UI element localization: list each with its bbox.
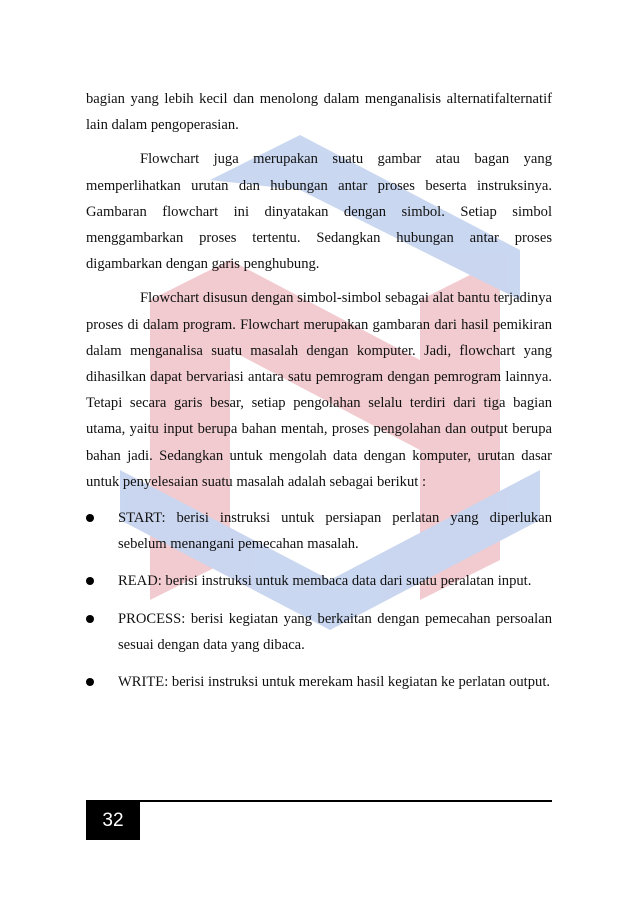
bullet-text: WRITE: berisi instruksi untuk merekam hasil kegiatan ke perlatan output. [118,674,551,691]
paragraph-1: bagian yang lebih kecil dan menolong dalam menganalisis alternatifalternatif lain dalam pengoperasian. [86,91,552,134]
paragraph-3: Flowchart disusun dengan simbol-simbol sebagai alat bantu terjadinya proses di dalam program. Flowchart merupakan gambaran dari hasil pemikiran dalam menganalisa suatu masalah dengan komputer. Jadi, flowchart yang dihasilkan dapat bervariasi antara satu pemrogram dengan pemrogram lainnya. Tetapi secara garis besar, setiap pengolahan selalu terdiri dari tiga bagian utama, yaitu input berupa bahan mentah, proses pengolahan dan output berupa bahan jadi. Sedangkan untuk mengolah data dengan komputer, urutan dasar untuk penyelesaian suatu masalah adalah sebagai berikut : [86,290,552,490]
bullet-dot-icon [86,514,94,522]
bullet-list [86,505,552,695]
bullet-item-start [86,505,552,557]
bullet-text: PROCESS: berisi kegiatan yang berkaitan dengan pemecahan persoalan sesuai dengan data yang dibaca. [118,610,552,653]
page-number: 32 [86,802,140,840]
bullet-item-process [86,606,552,658]
paragraph-2: Flowchart juga merupakan suatu gambar atau bagan yang memperlihatkan urutan dan hubungan antar proses beserta instruksinya. Gambaran flowchart ini dinyatakan dengan simbol. Setiap simbol menggambarkan proses tertentu. Sedangkan hubungan antar proses digambarkan dengan garis penghubung. [86,151,552,273]
bullet-dot-icon [86,678,94,686]
bullet-dot-icon [86,577,94,585]
bullet-text: START: berisi instruksi untuk persiapan perlatan yang diperlukan sebelum menangani pemecahan masalah. [118,510,552,553]
bullet-item-write [86,669,552,695]
bullet-dot-icon [86,615,94,623]
page-content [86,86,552,706]
bullet-text: READ: berisi instruksi untuk membaca data dari suatu peralatan input. [118,573,532,590]
footer-divider [86,800,552,802]
bullet-item-read [86,568,552,594]
